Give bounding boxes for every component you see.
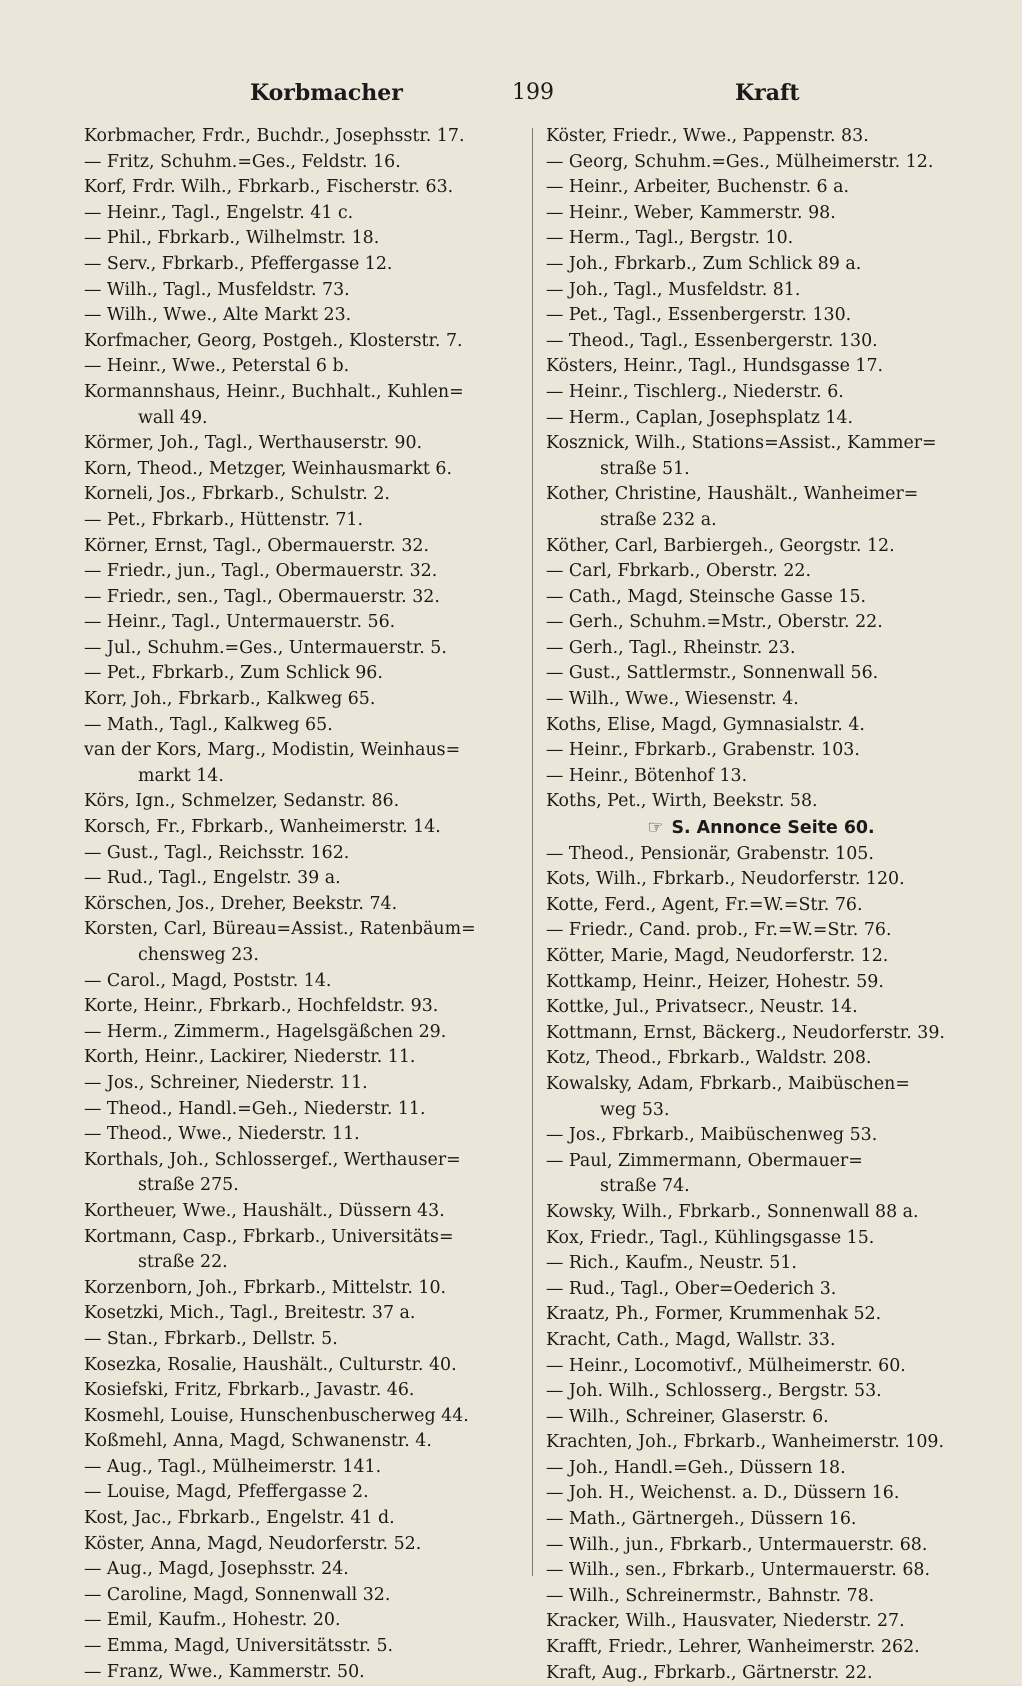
advertisement-reference: ☞ S. Annonce Seite 60. [647, 817, 875, 839]
directory-entry: Koths, Elise, Magd, Gymnasialstr. 4. [546, 714, 865, 735]
directory-entry: — Pet., Fbrkarb., Hüttenstr. 71. [84, 509, 364, 530]
directory-entry: — Jos., Fbrkarb., Maibüschenweg 53. [546, 1125, 878, 1146]
directory-entry: markt 14. [138, 765, 224, 786]
directory-entry: Kowalsky, Adam, Fbrkarb., Maibüschen= [546, 1073, 910, 1094]
directory-entry: Köther, Carl, Barbiergeh., Georgstr. 12. [546, 535, 895, 556]
left-column [84, 124, 514, 1685]
directory-entry: — Aug., Magd, Josephsstr. 24. [84, 1559, 349, 1580]
directory-entry: — Louise, Magd, Pfeffergasse 2. [84, 1482, 369, 1503]
directory-entry: Korth, Heinr., Lackirer, Niederstr. 11. [84, 1047, 416, 1068]
directory-entry: Köster, Anna, Magd, Neudorferstr. 52. [84, 1533, 422, 1554]
directory-entry: Körmer, Joh., Tagl., Werthauserstr. 90. [84, 433, 423, 454]
directory-entry: — Serv., Fbrkarb., Pfeffergasse 12. [84, 253, 393, 274]
directory-entry: — Theod., Tagl., Essenbergerstr. 130. [546, 330, 878, 351]
directory-entry: Kracht, Cath., Magd, Wallstr. 33. [546, 1329, 836, 1350]
header-left-keyword: Korbmacher [250, 80, 403, 106]
directory-entry: — Wilh., Wwe., Alte Markt 23. [84, 305, 352, 326]
directory-entry: Köster, Friedr., Wwe., Pappenstr. 83. [546, 126, 869, 146]
directory-entry: — Herm., Caplan, Josephsplatz 14. [546, 407, 854, 428]
right-column [546, 124, 976, 1686]
directory-entry: Körschen, Jos., Dreher, Beekstr. 74. [84, 893, 398, 914]
page-number: 199 [512, 80, 554, 105]
directory-entry: Kosznick, Wilh., Stations=Assist., Kammer= [546, 433, 937, 454]
directory-entry: — Wilh., Tagl., Musfeldstr. 73. [84, 279, 350, 300]
directory-entry: Kosmehl, Louise, Hunschenbuscherweg 44. [84, 1405, 469, 1426]
directory-entry: — Joh., Tagl., Musfeldstr. 81. [546, 279, 801, 300]
directory-entry: — Caroline, Magd, Sonnenwall 32. [84, 1584, 391, 1605]
directory-entry: Krafft, Friedr., Lehrer, Wanheimerstr. 262. [546, 1637, 920, 1658]
directory-entry: Korf, Frdr. Wilh., Fbrkarb., Fischerstr. 63. [84, 177, 454, 198]
directory-entry: — Friedr., jun., Tagl., Obermauerstr. 32. [84, 561, 438, 582]
directory-entry: — Joh. Wilh., Schlosserg., Bergstr. 53. [546, 1381, 882, 1402]
directory-entry: Korfmacher, Georg, Postgeh., Klosterstr. 7. [84, 330, 463, 351]
directory-entry: Kösters, Heinr., Tagl., Hundsgasse 17. [546, 356, 884, 377]
directory-entry: Korn, Theod., Metzger, Weinhausmarkt 6. [84, 458, 452, 479]
directory-entry: Korthals, Joh., Schlossergef., Werthauser= [84, 1149, 461, 1170]
directory-entry: — Jos., Schreiner, Niederstr. 11. [84, 1072, 368, 1093]
directory-entry: — Math., Tagl., Kalkweg 65. [84, 714, 333, 735]
directory-entry: — Heinr., Arbeiter, Buchenstr. 6 a. [546, 177, 849, 198]
directory-entry: Korzenborn, Joh., Fbrkarb., Mittelstr. 10. [84, 1277, 447, 1298]
header-right-keyword: Kraft [735, 80, 800, 106]
directory-entry: Kottkamp, Heinr., Heizer, Hohestr. 59. [546, 971, 884, 992]
directory-entry: — Emma, Magd, Universitätsstr. 5. [84, 1636, 394, 1657]
directory-entry: — Heinr., Locomotivf., Mülheimerstr. 60. [546, 1355, 906, 1376]
directory-entry: Korsch, Fr., Fbrkarb., Wanheimerstr. 14. [84, 817, 441, 838]
directory-entry: Kötter, Marie, Magd, Neudorferstr. 12. [546, 946, 889, 966]
directory-entry: straße 232 a. [600, 509, 717, 530]
directory-entry: Koßmehl, Anna, Magd, Schwanenstr. 4. [84, 1431, 432, 1452]
directory-entry: Kormannshaus, Heinr., Buchhalt., Kuhlen= [84, 381, 464, 402]
directory-entry: — Joh., Fbrkarb., Zum Schlick 89 a. [546, 253, 862, 274]
directory-entry: — Gust., Tagl., Reichsstr. 162. [84, 842, 350, 863]
directory-entry: — Friedr., sen., Tagl., Obermauerstr. 32. [84, 586, 440, 607]
directory-entry: Kottmann, Ernst, Bäckerg., Neudorferstr. 39. [546, 1022, 945, 1043]
directory-entry: — Emil, Kaufm., Hohestr. 20. [84, 1610, 341, 1631]
directory-entry: Kraatz, Ph., Former, Krummenhak 52. [546, 1304, 882, 1325]
directory-entry: Kotz, Theod., Fbrkarb., Waldstr. 208. [546, 1048, 872, 1069]
directory-entry: Krachten, Joh., Fbrkarb., Wanheimerstr. 109. [546, 1432, 944, 1453]
directory-entry: Kost, Jac., Fbrkarb., Engelstr. 41 d. [84, 1508, 395, 1529]
directory-entry: — Herm., Zimmerm., Hagelsgäßchen 29. [84, 1021, 447, 1042]
directory-entry: Kottke, Jul., Privatsecr., Neustr. 14. [546, 997, 858, 1018]
directory-entry: — Gust., Sattlermstr., Sonnenwall 56. [546, 663, 879, 684]
directory-entry: — Carol., Magd, Poststr. 14. [84, 970, 332, 991]
directory-entry: — Math., Gärtnergeh., Düssern 16. [546, 1509, 857, 1530]
directory-entry: Kowsky, Wilh., Fbrkarb., Sonnenwall 88 a. [546, 1201, 919, 1222]
directory-entry: — Heinr., Fbrkarb., Grabenstr. 103. [546, 740, 860, 761]
directory-entry: — Wilh., sen., Fbrkarb., Untermauerstr. 68. [546, 1560, 930, 1581]
directory-entry: — Heinr., Tischlerg., Niederstr. 6. [546, 381, 844, 402]
directory-entry: — Friedr., Cand. prob., Fr.=W.=Str. 76. [546, 920, 892, 941]
directory-entry: Körs, Ign., Schmelzer, Sedanstr. 86. [84, 791, 400, 812]
directory-entry: — Rich., Kaufm., Neustr. 51. [546, 1253, 797, 1274]
column-divider [532, 128, 533, 1576]
directory-entry: — Heinr., Weber, Kammerstr. 98. [546, 202, 836, 223]
directory-entry: weg 53. [600, 1099, 670, 1120]
directory-entry: Körner, Ernst, Tagl., Obermauerstr. 32. [84, 535, 430, 556]
directory-entry: — Theod., Handl.=Geh., Niederstr. 11. [84, 1098, 426, 1119]
directory-entry: straße 51. [600, 458, 690, 479]
directory-entry: — Wilh., Schreinermstr., Bahnstr. 78. [546, 1585, 875, 1606]
directory-entry: — Heinr., Bötenhof 13. [546, 765, 748, 786]
directory-entry: Korbmacher, Frdr., Buchdr., Josephsstr. 17. [84, 126, 465, 146]
directory-entry: Korneli, Jos., Fbrkarb., Schulstr. 2. [84, 484, 390, 505]
page-header [0, 80, 1022, 110]
directory-entry: — Franz, Wwe., Kammerstr. 50. [84, 1661, 365, 1682]
directory-entry: — Heinr., Tagl., Untermauerstr. 56. [84, 612, 396, 633]
directory-entry: — Wilh., Wwe., Wiesenstr. 4. [546, 689, 799, 710]
directory-entry: Kosiefski, Fritz, Fbrkarb., Javastr. 46. [84, 1380, 415, 1401]
directory-entry: — Herm., Tagl., Bergstr. 10. [546, 228, 794, 249]
directory-entry: straße 22. [138, 1252, 228, 1273]
directory-entry: Kosetzki, Mich., Tagl., Breitestr. 37 a. [84, 1303, 416, 1324]
directory-entry: Kox, Friedr., Tagl., Kühlingsgasse 15. [546, 1227, 875, 1248]
directory-entry: Kortheuer, Wwe., Haushält., Düssern 43. [84, 1200, 445, 1221]
directory-entry: — Heinr., Tagl., Engelstr. 41 c. [84, 202, 354, 223]
directory-entry: Kots, Wilh., Fbrkarb., Neudorferstr. 120. [546, 869, 905, 890]
directory-entry: Koths, Pet., Wirth, Beekstr. 58. [546, 791, 818, 812]
directory-entry: — Joh., Handl.=Geh., Düssern 18. [546, 1457, 846, 1478]
directory-entry: Kracker, Wilh., Hausvater, Niederstr. 27. [546, 1611, 905, 1632]
directory-entry: — Wilh., jun., Fbrkarb., Untermauerstr. 68. [546, 1534, 928, 1555]
directory-entry: — Jul., Schuhm.=Ges., Untermauerstr. 5. [84, 637, 447, 658]
directory-entry: Kosezka, Rosalie, Haushält., Culturstr. 40. [84, 1354, 457, 1375]
directory-entry: — Paul, Zimmermann, Obermauer= [546, 1150, 863, 1171]
directory-entry: — Rud., Tagl., Ober=Oederich 3. [546, 1278, 837, 1299]
directory-entry: Kother, Christine, Haushält., Wanheimer= [546, 484, 919, 505]
pointing-hand-icon: ☞ [647, 817, 664, 839]
directory-entry: — Fritz, Schuhm.=Ges., Feldstr. 16. [84, 151, 401, 172]
directory-entry: — Aug., Tagl., Mülheimerstr. 141. [84, 1456, 382, 1477]
directory-entry: — Carl, Fbrkarb., Oberstr. 22. [546, 561, 811, 582]
directory-entry: Kortmann, Casp., Fbrkarb., Universitäts= [84, 1226, 454, 1247]
directory-entry: — Stan., Fbrkarb., Dellstr. 5. [84, 1328, 338, 1349]
directory-entry: — Theod., Pensionär, Grabenstr. 105. [546, 843, 874, 864]
directory-entry: — Phil., Fbrkarb., Wilhelmstr. 18. [84, 228, 380, 249]
directory-entry: — Cath., Magd, Steinsche Gasse 15. [546, 586, 867, 607]
directory-entry: — Rud., Tagl., Engelstr. 39 a. [84, 868, 341, 889]
directory-entry: — Theod., Wwe., Niederstr. 11. [84, 1124, 360, 1145]
directory-entry: straße 74. [600, 1176, 690, 1197]
directory-entry: Korsten, Carl, Büreau=Assist., Ratenbäum= [84, 919, 476, 940]
directory-entry: — Joh. H., Weichenst. a. D., Düssern 16. [546, 1483, 900, 1504]
directory-entry: — Pet., Tagl., Essenbergerstr. 130. [546, 305, 852, 326]
directory-entry: — Wilh., Schreiner, Glaserstr. 6. [546, 1406, 829, 1427]
directory-entry: Kotte, Ferd., Agent, Fr.=W.=Str. 76. [546, 894, 863, 915]
directory-entry: — Pet., Fbrkarb., Zum Schlick 96. [84, 663, 383, 684]
directory-entry: Korr, Joh., Fbrkarb., Kalkweg 65. [84, 689, 376, 710]
directory-entry: — Heinr., Wwe., Peterstal 6 b. [84, 356, 350, 377]
directory-entry: — Gerh., Schuhm.=Mstr., Oberstr. 22. [546, 612, 883, 633]
directory-entry: van der Kors, Marg., Modistin, Weinhaus= [84, 740, 461, 761]
directory-entry: Kraft, Aug., Fbrkarb., Gärtnerstr. 22. [546, 1662, 873, 1683]
directory-entry: wall 49. [138, 407, 208, 428]
directory-entry: Korte, Heinr., Fbrkarb., Hochfeldstr. 93. [84, 996, 439, 1017]
directory-entry: — Georg, Schuhm.=Ges., Mülheimerstr. 12. [546, 151, 934, 172]
directory-entry: chensweg 23. [138, 945, 259, 965]
directory-entry: — Gerh., Tagl., Rheinstr. 23. [546, 637, 796, 658]
directory-entry: straße 275. [138, 1175, 239, 1196]
